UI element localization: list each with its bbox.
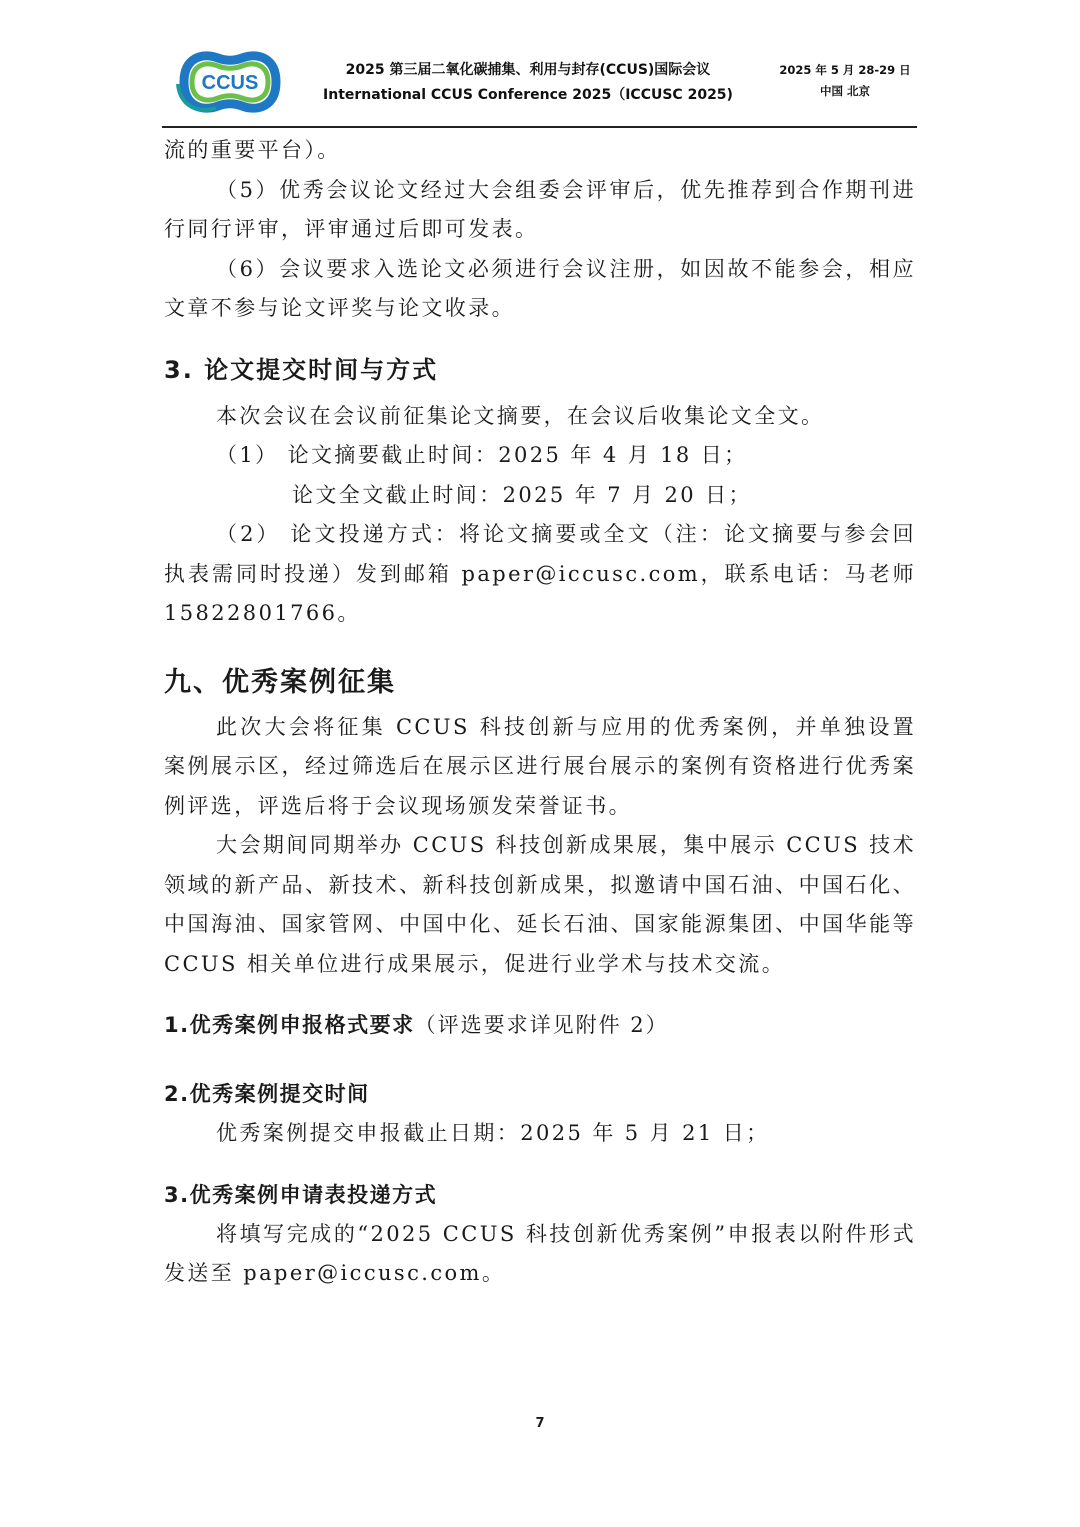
- conference-meta: [772, 60, 918, 102]
- paragraph-case-submission: 将填写完成的“2025 CCUS 科技创新优秀案例”申报表以附件形式发送至 paper@iccusc.com。: [164, 1221, 916, 1285]
- deadline-abstract: （1） 论文摘要截止时间：2025 年 4 月 18 日；: [216, 443, 748, 467]
- paragraph-cases-exhibition: 大会期间同期举办 CCUS 科技创新成果展，集中展示 CCUS 技术领域的新产品、新技术、新科技创新成果，拟邀请中国石油、中国石化、中国海油、国家管网、中国中化、延长石油、国家能源集团、中国华能等 CCUS 相关单位进行成果展示，促进行业学术与技术交流。: [164, 833, 916, 976]
- paragraph-item-5: （5）优秀会议论文经过大会组委会评审后，优先推荐到合作期刊进行同行评审，评审通过后即可发表。: [164, 177, 916, 241]
- paragraph-collection: 本次会议在会议前征集论文摘要，在会议后收集论文全文。: [216, 403, 825, 428]
- heading-case-format: [164, 1006, 916, 1045]
- logo-text: CCUS: [201, 72, 259, 94]
- conference-title-en: International CCUS Conference 2025（ICCUSC 2025): [323, 87, 733, 103]
- paragraph-submission-method: （2） 论文投递方式：将论文摘要或全文（注：论文摘要与参会回执表需同时投递）发到邮箱 paper@iccusc.com，联系电话：马老师 15822801766。: [164, 522, 916, 625]
- case-format-title: 1.优秀案例申报格式要求: [164, 1013, 415, 1037]
- heading-paper-submission: 3. 论文提交时间与方式: [164, 355, 439, 384]
- ccus-logo: [172, 44, 288, 120]
- conference-date: 2025 年 5 月 28-29 日: [779, 63, 911, 77]
- page-header: [0, 0, 1080, 130]
- heading-case-submission: 3.优秀案例申请表投递方式: [164, 1182, 438, 1207]
- conference-title: [298, 58, 758, 108]
- paragraph-continuation: 流的重要平台）。: [164, 138, 341, 162]
- document-body: [164, 131, 916, 1294]
- heading-case-deadline: 2.优秀案例提交时间: [164, 1082, 370, 1106]
- paragraph-item-6: （6）会议要求入选论文必须进行会议注册，如因故不能参会，相应文章不参与论文评奖与论文收录。: [164, 256, 916, 320]
- heading-excellent-cases: 九、优秀案例征集: [164, 666, 396, 698]
- page-number: 7: [535, 1416, 545, 1431]
- deadline-fulltext: 论文全文截止时间：2025 年 7 月 20 日；: [292, 482, 752, 507]
- case-format-note: （评选要求详见附件 2）: [414, 1013, 669, 1037]
- header-divider: [162, 126, 917, 128]
- conference-title-cn: 2025 第三届二氧化碳捕集、利用与封存(CCUS)国际会议: [345, 62, 711, 78]
- paragraph-case-deadline: 优秀案例提交申报截止日期：2025 年 5 月 21 日；: [216, 1121, 770, 1145]
- conference-location: 中国 北京: [819, 84, 870, 98]
- paragraph-cases-intro: 此次大会将征集 CCUS 科技创新与应用的优秀案例，并单独设置案例展示区，经过筛选后在展示区进行展台展示的案例有资格进行优秀案例评选，评选后将于会议现场颁发荣誉证书。: [164, 714, 916, 818]
